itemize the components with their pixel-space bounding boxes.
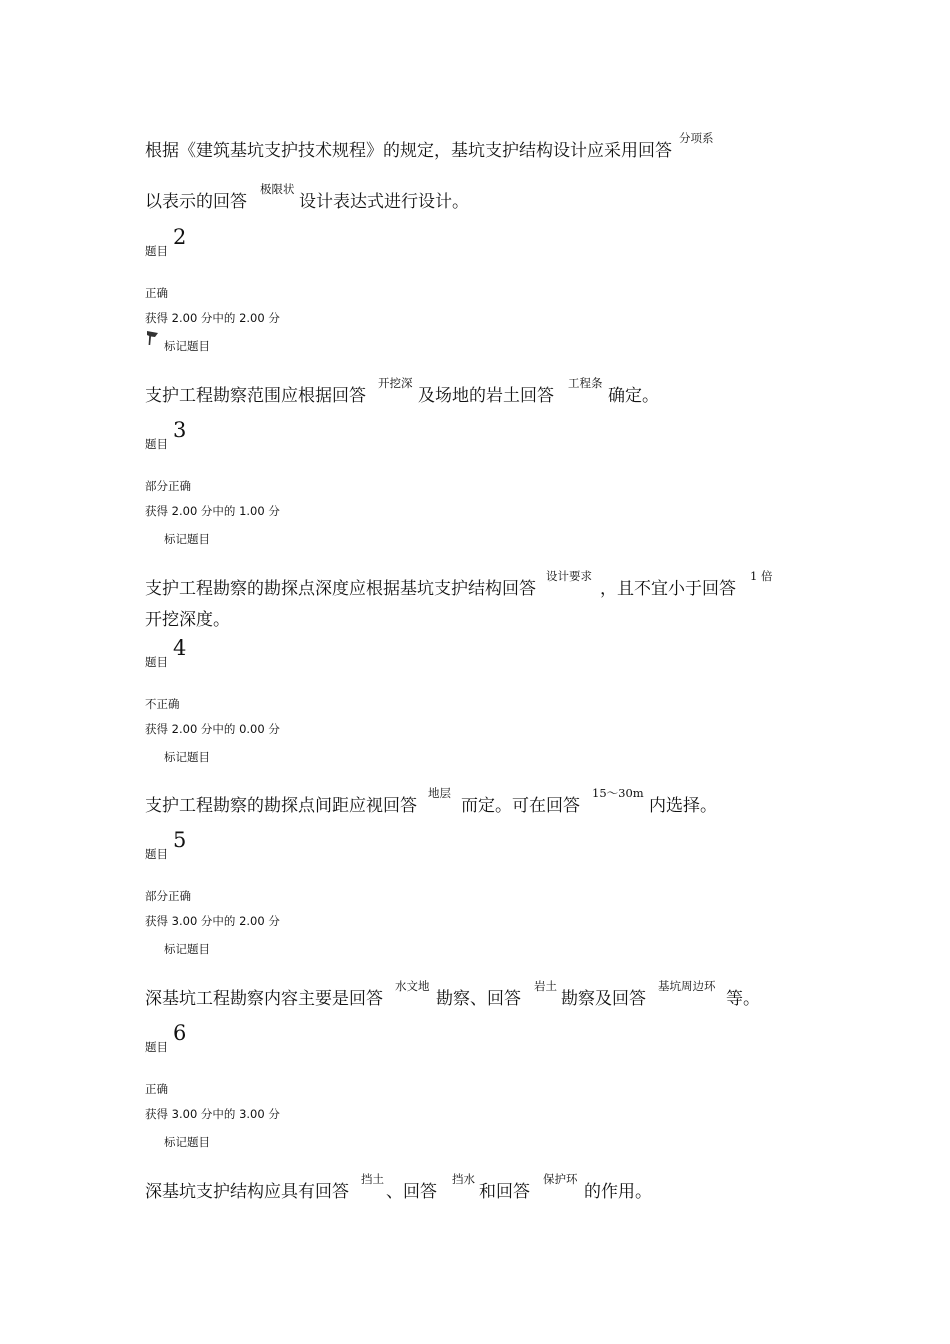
question-text: 等。: [726, 989, 760, 1009]
answer-field[interactable]: 挡土: [361, 1172, 384, 1186]
question-status: 部分正确: [145, 889, 191, 903]
question-text: 确定。: [608, 386, 659, 406]
question-text: 勘察、回答: [436, 989, 521, 1009]
question-text: ，且不宜小于回答: [600, 579, 736, 599]
question-status: 正确: [145, 286, 168, 300]
question-text: 而定。可在回答: [461, 796, 580, 816]
answer-field[interactable]: 分项系: [679, 131, 714, 145]
question-score: 获得 2.00 分中的 0.00 分: [145, 722, 280, 736]
question-text: 勘察及回答: [561, 989, 646, 1009]
question-1-text-line2a: 以表示的回答: [145, 192, 247, 212]
question-status: 不正确: [145, 697, 180, 711]
question-status: 正确: [145, 1082, 168, 1096]
answer-field[interactable]: 1 倍: [750, 569, 773, 583]
question-label: 题目: [145, 1040, 168, 1054]
answer-field[interactable]: 水文地: [395, 979, 430, 993]
answer-field[interactable]: 基坑周边环: [658, 979, 716, 993]
question-text: 及场地的岩土回答: [418, 386, 554, 406]
flag-question-link[interactable]: 标记题目: [164, 339, 210, 353]
question-number: 4: [173, 636, 187, 660]
question-text: 开挖深度。: [145, 610, 230, 630]
flag-icon[interactable]: [145, 330, 161, 346]
question-label: 题目: [145, 437, 168, 451]
question-text: 和回答: [479, 1182, 530, 1202]
answer-field[interactable]: 地层: [428, 786, 451, 800]
question-text: 支护工程勘察范围应根据回答: [145, 386, 366, 406]
question-text: 支护工程勘察的勘探点深度应根据基坑支护结构回答: [145, 579, 536, 599]
flag-question-link[interactable]: 标记题目: [164, 750, 210, 764]
answer-field[interactable]: 开挖深: [378, 376, 413, 390]
question-text: 深基坑工程勘察内容主要是回答: [145, 989, 383, 1009]
question-label: 题目: [145, 655, 168, 669]
question-label: 题目: [145, 847, 168, 861]
flag-question-link[interactable]: 标记题目: [164, 1135, 210, 1149]
question-label: 题目: [145, 244, 168, 258]
answer-field[interactable]: 挡水: [452, 1172, 475, 1186]
question-score: 获得 3.00 分中的 3.00 分: [145, 1107, 280, 1121]
question-score: 获得 2.00 分中的 1.00 分: [145, 504, 280, 518]
flag-question-link[interactable]: 标记题目: [164, 942, 210, 956]
answer-field[interactable]: 岩土: [534, 979, 557, 993]
question-text: 内选择。: [649, 796, 717, 816]
answer-field[interactable]: 工程条: [568, 376, 603, 390]
answer-field[interactable]: 设计要求: [546, 569, 592, 583]
question-score: 获得 3.00 分中的 2.00 分: [145, 914, 280, 928]
answer-field[interactable]: 保护环: [543, 1172, 578, 1186]
question-number: 6: [173, 1021, 187, 1045]
question-text: 的作用。: [584, 1182, 652, 1202]
question-status: 部分正确: [145, 479, 191, 493]
answer-field[interactable]: 15～30m: [592, 786, 644, 800]
answer-field[interactable]: 极限状: [260, 182, 295, 196]
question-number: 2: [173, 225, 187, 249]
question-number: 3: [173, 418, 187, 442]
question-1-text-line1: 根据《建筑基坑支护技术规程》的规定，基坑支护结构设计应采用回答: [145, 141, 672, 161]
question-number: 5: [173, 828, 187, 852]
question-score: 获得 2.00 分中的 2.00 分: [145, 311, 280, 325]
question-text: 深基坑支护结构应具有回答: [145, 1182, 349, 1202]
question-1-text-line2b: 设计表达式进行设计。: [299, 192, 469, 212]
question-text: 支护工程勘察的勘探点间距应视回答: [145, 796, 417, 816]
flag-question-link[interactable]: 标记题目: [164, 532, 210, 546]
question-text: 、回答: [386, 1182, 437, 1202]
